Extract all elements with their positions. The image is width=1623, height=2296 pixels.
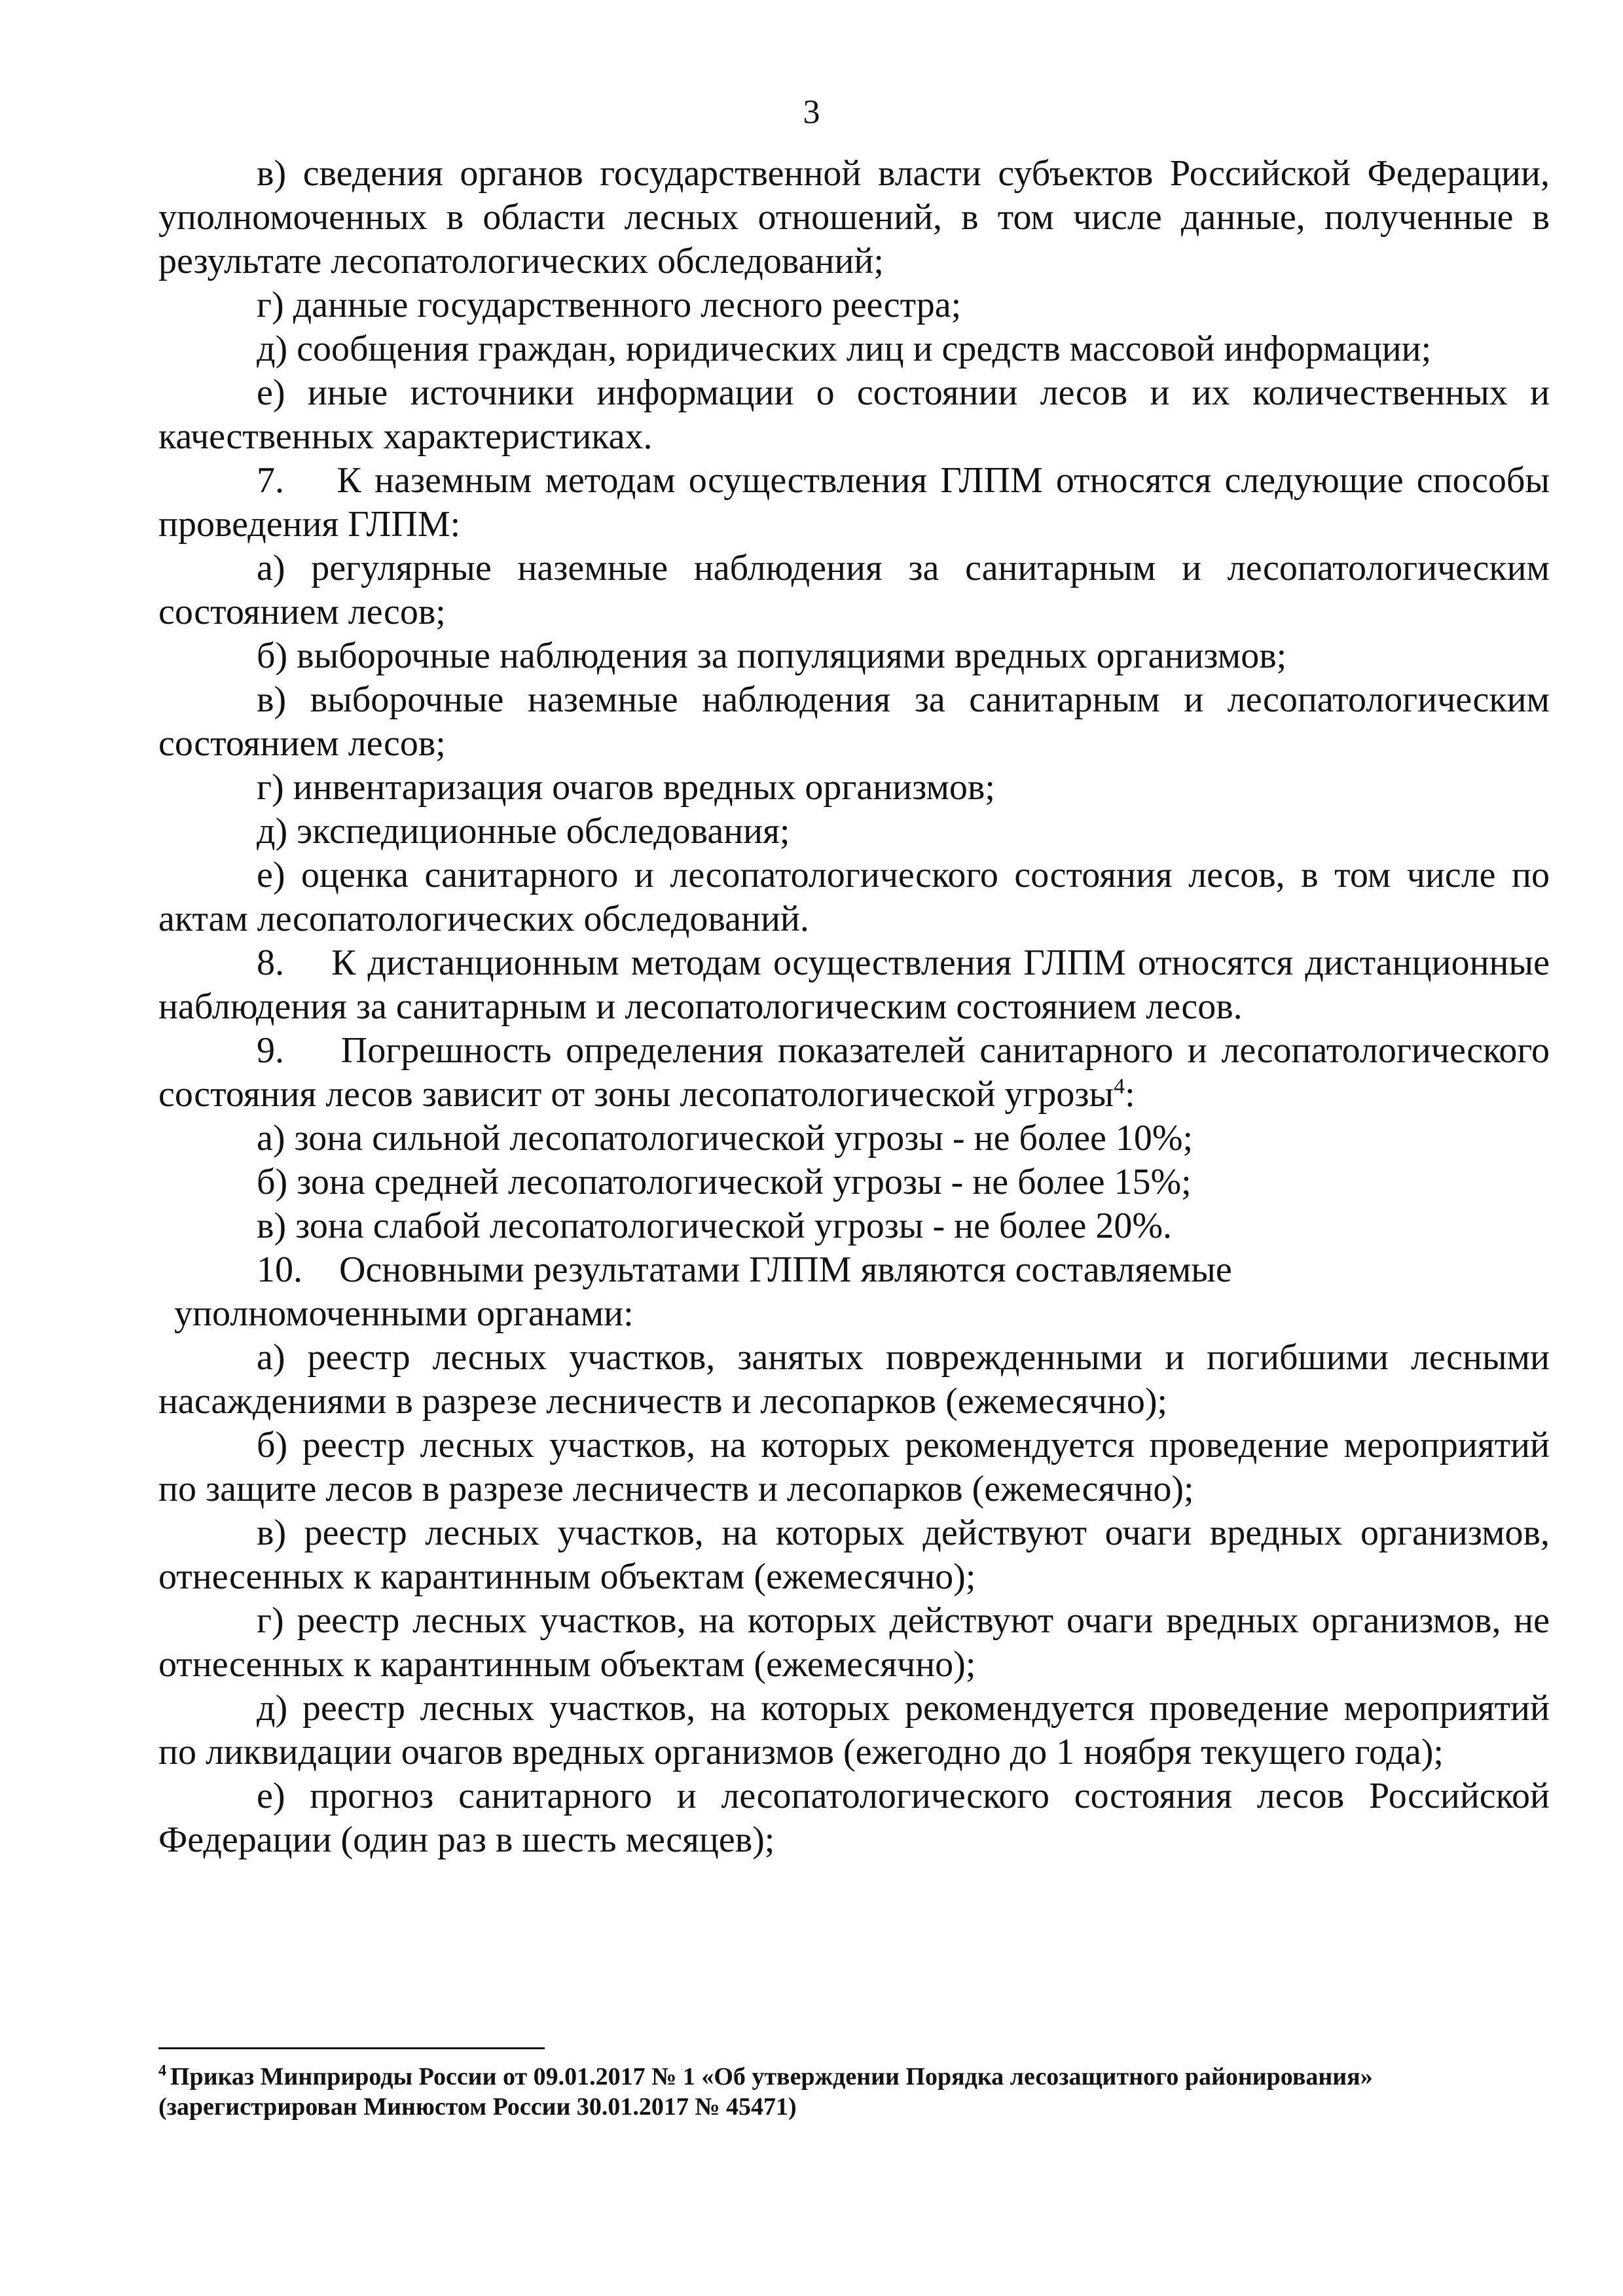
paragraph-7a: а) регулярные наземные наблюдения за санитарным и лесопатологическим состоянием лесов; [158,548,1550,632]
footnote-text: Приказ Минприроды России от 09.01.2017 № 1 «Об утверждении Порядка лесозащитного районирования» (зарегистрирован Минюстом России 30.01.2017 № 45471) [158,2063,1373,2121]
paragraph-7b: б) выборочные наблюдения за популяциями вредных организмов; [257,636,1287,676]
paragraph-7v: в) выборочные наземные наблюдения за санитарным и лесопатологическим состоянием лесов; [158,679,1550,764]
paragraph-7e: е) оценка санитарного и лесопатологического состояния лесов, в том числе по актам лесопатологических обследований. [158,855,1550,939]
paragraph-10d: д) реестр лесных участков, на которых рекомендуется проведение мероприятий по ликвидации очагов вредных организмов (ежегодно до 1 ноября текущего года); [158,1688,1550,1772]
page-number: 3 [803,94,820,131]
paragraph-3g: г) данные государственного лесного реестра; [257,285,962,325]
paragraph-10: 10. Основными результатами ГЛПМ являются составляемые [257,1249,1232,1290]
footnote [158,2062,1550,2122]
paragraph-10v: в) реестр лесных участков, на которых действуют очаги вредных организмов, отнесенных к карантинным объектам (ежемесячно); [158,1513,1550,1597]
paragraph-8: 8. К дистанционным методам осуществления ГЛПМ относятся дистанционные наблюдения за санитарным и лесопатологическим состоянием лесов. [158,942,1550,1027]
paragraph-10-continued: уполномоченными органами: [174,1293,634,1334]
paragraph-9-text: 9. Погрешность определения показателей санитарного и лесопатологического состояния лесов зависит от зоны лесопатологической угрозы [158,1030,1550,1115]
document-body [158,152,1550,1862]
paragraph-9 [158,1029,1550,1117]
paragraph-7g: г) инвентаризация очагов вредных организмов; [257,767,995,808]
paragraph-9v: в) зона слабой лесопатологической угрозы - не более 20%. [257,1206,1172,1246]
paragraph-7: 7. К наземным методам осуществления ГЛПМ относятся следующие способы проведения ГЛПМ: [158,460,1550,545]
paragraph-10b: б) реестр лесных участков, на которых рекомендуется проведение мероприятий по защите лесов в разрезе лесничеств и лесопарков (ежемесячно); [158,1425,1550,1509]
footnote-divider [158,2047,545,2049]
paragraph-3e: е) иные источники информации о состоянии лесов и их количественных и качественных характеристиках. [158,372,1550,457]
footnote-reference: 4 [1114,1074,1125,1099]
paragraph-10g: г) реестр лесных участков, на которых действуют очаги вредных организмов, не отнесенных к карантинным объектам (ежемесячно); [158,1600,1550,1685]
paragraph-10a: а) реестр лесных участков, занятых поврежденными и погибшими лесными насаждениями в разрезе лесничеств и лесопарков (ежемесячно); [158,1337,1550,1422]
paragraph-3v: в) сведения органов государственной власти субъектов Российской Федерации, уполномоченных в области лесных отношений, в том числе данные, полученные в результате лесопатологических обследований; [158,153,1550,281]
paragraph-9b: б) зона средней лесопатологической угрозы - не более 15%; [257,1162,1192,1202]
paragraph-9a: а) зона сильной лесопатологической угрозы - не более 10%; [257,1118,1194,1158]
paragraph-7d: д) экспедиционные обследования; [257,811,790,852]
paragraph-9-tail: : [1125,1074,1135,1115]
footnote-marker: 4 [158,2062,166,2080]
paragraph-3d: д) сообщения граждан, юридических лиц и средств массовой информации; [257,329,1432,369]
paragraph-10e: е) прогноз санитарного и лесопатологического состояния лесов Российской Федерации (один раз в шесть месяцев); [158,1776,1550,1860]
